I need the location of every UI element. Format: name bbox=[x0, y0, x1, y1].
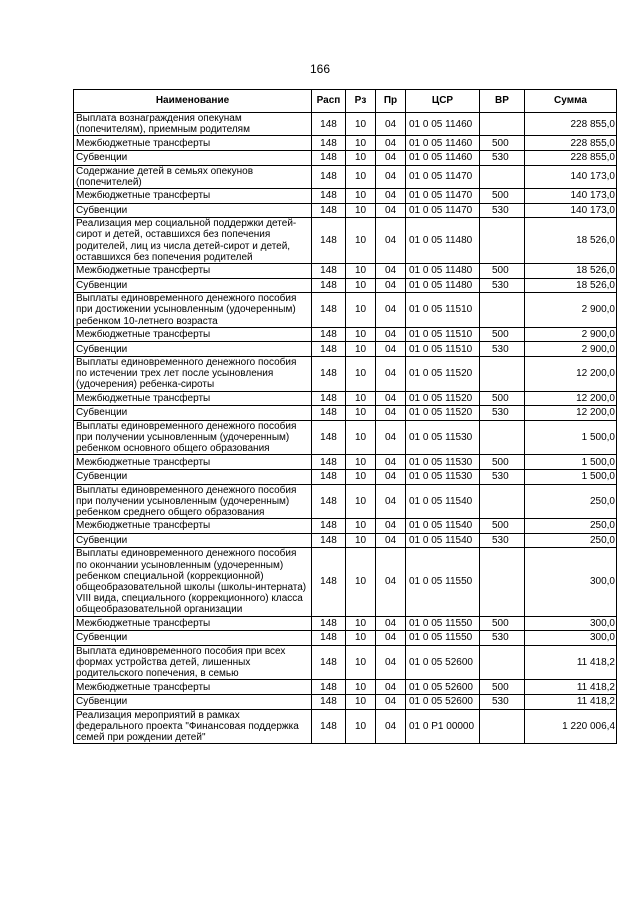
row-rz: 10 bbox=[346, 484, 376, 519]
row-name: Межбюджетные трансферты bbox=[74, 264, 312, 279]
table-row bbox=[74, 406, 617, 421]
table-row bbox=[74, 203, 617, 218]
row-sum: 1 500,0 bbox=[525, 455, 617, 470]
row-rz: 10 bbox=[346, 406, 376, 421]
row-csr: 01 0 05 11550 bbox=[406, 616, 480, 631]
row-pr: 04 bbox=[376, 548, 406, 616]
row-vr: 500 bbox=[480, 189, 525, 204]
row-sum: 300,0 bbox=[525, 548, 617, 616]
row-sum: 228 855,0 bbox=[525, 136, 617, 151]
row-name: Выплаты единовременного денежного пособия по истечении трех лет после усыновления (удочерения) ребенка-сироты bbox=[74, 356, 312, 391]
table-row bbox=[74, 189, 617, 204]
row-csr: 01 0 05 11540 bbox=[406, 484, 480, 519]
table-row bbox=[74, 113, 617, 136]
row-name: Субвенции bbox=[74, 631, 312, 646]
row-rasp: 148 bbox=[312, 113, 346, 136]
row-sum: 12 200,0 bbox=[525, 391, 617, 406]
row-name: Субвенции bbox=[74, 406, 312, 421]
row-name: Реализация мероприятий в рамках федерального проекта "Финансовая поддержка семей при рождении детей" bbox=[74, 709, 312, 744]
row-csr: 01 0 05 11470 bbox=[406, 189, 480, 204]
row-sum: 300,0 bbox=[525, 616, 617, 631]
row-vr bbox=[480, 113, 525, 136]
row-csr: 01 0 05 52600 bbox=[406, 680, 480, 695]
row-pr: 04 bbox=[376, 631, 406, 646]
row-rasp: 148 bbox=[312, 519, 346, 534]
row-pr: 04 bbox=[376, 293, 406, 328]
row-rz: 10 bbox=[346, 113, 376, 136]
header-rasp: Расп bbox=[312, 90, 346, 113]
row-rasp: 148 bbox=[312, 631, 346, 646]
row-vr: 530 bbox=[480, 278, 525, 293]
row-pr: 04 bbox=[376, 342, 406, 357]
row-csr: 01 0 05 11520 bbox=[406, 406, 480, 421]
table-row bbox=[74, 356, 617, 391]
row-rasp: 148 bbox=[312, 278, 346, 293]
row-sum: 140 173,0 bbox=[525, 203, 617, 218]
row-vr: 530 bbox=[480, 342, 525, 357]
row-vr bbox=[480, 356, 525, 391]
row-vr: 530 bbox=[480, 631, 525, 646]
table-row bbox=[74, 694, 617, 709]
row-rz: 10 bbox=[346, 356, 376, 391]
table-row bbox=[74, 327, 617, 342]
row-rasp: 148 bbox=[312, 533, 346, 548]
row-vr: 530 bbox=[480, 151, 525, 166]
row-name: Субвенции bbox=[74, 151, 312, 166]
row-vr: 500 bbox=[480, 264, 525, 279]
row-csr: 01 0 05 11530 bbox=[406, 455, 480, 470]
row-name: Межбюджетные трансферты bbox=[74, 455, 312, 470]
row-rz: 10 bbox=[346, 264, 376, 279]
row-pr: 04 bbox=[376, 406, 406, 421]
row-pr: 04 bbox=[376, 278, 406, 293]
row-csr: 01 0 05 11470 bbox=[406, 165, 480, 188]
row-pr: 04 bbox=[376, 151, 406, 166]
row-pr: 04 bbox=[376, 218, 406, 264]
row-name: Выплаты единовременного денежного пособия при достижении усыновленным (удочеренным) ребенком 10-летнего возраста bbox=[74, 293, 312, 328]
row-rz: 10 bbox=[346, 189, 376, 204]
row-sum: 18 526,0 bbox=[525, 264, 617, 279]
row-sum: 140 173,0 bbox=[525, 189, 617, 204]
row-rz: 10 bbox=[346, 455, 376, 470]
row-sum: 300,0 bbox=[525, 631, 617, 646]
row-rz: 10 bbox=[346, 165, 376, 188]
row-csr: 01 0 P1 00000 bbox=[406, 709, 480, 744]
row-rasp: 148 bbox=[312, 694, 346, 709]
table-row bbox=[74, 519, 617, 534]
row-pr: 04 bbox=[376, 203, 406, 218]
row-vr: 530 bbox=[480, 469, 525, 484]
row-rasp: 148 bbox=[312, 342, 346, 357]
row-rasp: 148 bbox=[312, 203, 346, 218]
row-name: Субвенции bbox=[74, 203, 312, 218]
row-rasp: 148 bbox=[312, 709, 346, 744]
row-rz: 10 bbox=[346, 645, 376, 680]
row-sum: 228 855,0 bbox=[525, 151, 617, 166]
row-vr: 500 bbox=[480, 519, 525, 534]
row-csr: 01 0 05 11540 bbox=[406, 519, 480, 534]
row-pr: 04 bbox=[376, 391, 406, 406]
row-rasp: 148 bbox=[312, 455, 346, 470]
row-sum: 11 418,2 bbox=[525, 680, 617, 695]
row-vr: 500 bbox=[480, 616, 525, 631]
row-vr bbox=[480, 709, 525, 744]
header-sum: Сумма bbox=[525, 90, 617, 113]
row-name: Межбюджетные трансферты bbox=[74, 391, 312, 406]
row-rz: 10 bbox=[346, 616, 376, 631]
row-csr: 01 0 05 11550 bbox=[406, 631, 480, 646]
row-csr: 01 0 05 52600 bbox=[406, 694, 480, 709]
table-row bbox=[74, 645, 617, 680]
table-row bbox=[74, 680, 617, 695]
header-rz: Рз bbox=[346, 90, 376, 113]
row-rasp: 148 bbox=[312, 189, 346, 204]
row-sum: 250,0 bbox=[525, 533, 617, 548]
row-csr: 01 0 05 11460 bbox=[406, 151, 480, 166]
row-vr: 530 bbox=[480, 533, 525, 548]
row-rasp: 148 bbox=[312, 136, 346, 151]
row-sum: 1 220 006,4 bbox=[525, 709, 617, 744]
table-row bbox=[74, 391, 617, 406]
row-vr: 500 bbox=[480, 455, 525, 470]
row-sum: 250,0 bbox=[525, 519, 617, 534]
row-csr: 01 0 05 11520 bbox=[406, 391, 480, 406]
row-csr: 01 0 05 11460 bbox=[406, 136, 480, 151]
row-csr: 01 0 05 11530 bbox=[406, 420, 480, 455]
row-pr: 04 bbox=[376, 455, 406, 470]
row-sum: 250,0 bbox=[525, 484, 617, 519]
row-vr bbox=[480, 548, 525, 616]
row-name: Выплаты единовременного денежного пособия при получении усыновленным (удочеренным) ребенком среднего общего образования bbox=[74, 484, 312, 519]
row-rz: 10 bbox=[346, 278, 376, 293]
table-row bbox=[74, 469, 617, 484]
row-rz: 10 bbox=[346, 694, 376, 709]
row-vr bbox=[480, 218, 525, 264]
row-sum: 18 526,0 bbox=[525, 278, 617, 293]
row-pr: 04 bbox=[376, 694, 406, 709]
row-rasp: 148 bbox=[312, 469, 346, 484]
row-rasp: 148 bbox=[312, 406, 346, 421]
row-pr: 04 bbox=[376, 264, 406, 279]
row-pr: 04 bbox=[376, 533, 406, 548]
row-pr: 04 bbox=[376, 645, 406, 680]
table-row bbox=[74, 484, 617, 519]
row-sum: 12 200,0 bbox=[525, 356, 617, 391]
row-name: Межбюджетные трансферты bbox=[74, 616, 312, 631]
row-rasp: 148 bbox=[312, 645, 346, 680]
row-rz: 10 bbox=[346, 631, 376, 646]
row-rz: 10 bbox=[346, 151, 376, 166]
row-pr: 04 bbox=[376, 519, 406, 534]
row-rasp: 148 bbox=[312, 616, 346, 631]
header-csr: ЦСР bbox=[406, 90, 480, 113]
row-name: Субвенции bbox=[74, 694, 312, 709]
table-row bbox=[74, 548, 617, 616]
row-pr: 04 bbox=[376, 165, 406, 188]
row-pr: 04 bbox=[376, 469, 406, 484]
row-vr bbox=[480, 165, 525, 188]
row-name: Субвенции bbox=[74, 278, 312, 293]
row-rz: 10 bbox=[346, 548, 376, 616]
row-name: Реализация мер социальной поддержки детей-сирот и детей, оставшихся без попечения родителей, лиц из числа детей-сирот и детей, оставшихся без попечения родителей bbox=[74, 218, 312, 264]
row-csr: 01 0 05 52600 bbox=[406, 645, 480, 680]
row-rz: 10 bbox=[346, 680, 376, 695]
row-sum: 2 900,0 bbox=[525, 293, 617, 328]
row-rasp: 148 bbox=[312, 151, 346, 166]
row-rz: 10 bbox=[346, 469, 376, 484]
row-csr: 01 0 05 11480 bbox=[406, 218, 480, 264]
table-row bbox=[74, 218, 617, 264]
row-name: Межбюджетные трансферты bbox=[74, 189, 312, 204]
row-pr: 04 bbox=[376, 484, 406, 519]
row-name: Межбюджетные трансферты bbox=[74, 136, 312, 151]
row-vr: 500 bbox=[480, 327, 525, 342]
row-pr: 04 bbox=[376, 709, 406, 744]
row-rasp: 148 bbox=[312, 165, 346, 188]
row-vr bbox=[480, 420, 525, 455]
row-name: Выплата вознаграждения опекунам (попечителям), приемным родителям bbox=[74, 113, 312, 136]
row-name: Содержание детей в семьях опекунов (попечителей) bbox=[74, 165, 312, 188]
row-sum: 1 500,0 bbox=[525, 420, 617, 455]
table-row bbox=[74, 455, 617, 470]
row-vr bbox=[480, 293, 525, 328]
table-header-row bbox=[74, 90, 617, 113]
row-name: Выплаты единовременного денежного пособия по окончании усыновленным (удочеренным) ребенком специальной (коррекционной) общеобразовательной школы (школы-интерната) VIII вида, специального (коррекционного) класса общеобразовательной организации bbox=[74, 548, 312, 616]
row-sum: 228 855,0 bbox=[525, 113, 617, 136]
table-row bbox=[74, 136, 617, 151]
row-rz: 10 bbox=[346, 519, 376, 534]
row-csr: 01 0 05 11550 bbox=[406, 548, 480, 616]
row-name: Субвенции bbox=[74, 469, 312, 484]
row-rz: 10 bbox=[346, 203, 376, 218]
row-vr: 500 bbox=[480, 391, 525, 406]
row-sum: 140 173,0 bbox=[525, 165, 617, 188]
row-pr: 04 bbox=[376, 136, 406, 151]
row-csr: 01 0 05 11510 bbox=[406, 327, 480, 342]
table-row bbox=[74, 420, 617, 455]
row-pr: 04 bbox=[376, 680, 406, 695]
row-rasp: 148 bbox=[312, 218, 346, 264]
row-vr: 530 bbox=[480, 406, 525, 421]
row-rasp: 148 bbox=[312, 484, 346, 519]
row-rz: 10 bbox=[346, 709, 376, 744]
row-rz: 10 bbox=[346, 342, 376, 357]
row-vr: 530 bbox=[480, 694, 525, 709]
row-sum: 2 900,0 bbox=[525, 327, 617, 342]
row-csr: 01 0 05 11510 bbox=[406, 293, 480, 328]
row-rz: 10 bbox=[346, 218, 376, 264]
row-rasp: 148 bbox=[312, 293, 346, 328]
table-row bbox=[74, 709, 617, 744]
row-csr: 01 0 05 11520 bbox=[406, 356, 480, 391]
row-pr: 04 bbox=[376, 189, 406, 204]
row-rasp: 148 bbox=[312, 264, 346, 279]
row-rasp: 148 bbox=[312, 548, 346, 616]
table-row bbox=[74, 616, 617, 631]
row-vr: 500 bbox=[480, 680, 525, 695]
row-name: Субвенции bbox=[74, 533, 312, 548]
row-pr: 04 bbox=[376, 327, 406, 342]
page-number: 166 bbox=[309, 62, 331, 76]
row-vr bbox=[480, 645, 525, 680]
row-csr: 01 0 05 11470 bbox=[406, 203, 480, 218]
row-sum: 11 418,2 bbox=[525, 694, 617, 709]
header-vr: ВР bbox=[480, 90, 525, 113]
row-name: Межбюджетные трансферты bbox=[74, 327, 312, 342]
table-row bbox=[74, 293, 617, 328]
row-sum: 2 900,0 bbox=[525, 342, 617, 357]
row-csr: 01 0 05 11540 bbox=[406, 533, 480, 548]
table-row bbox=[74, 151, 617, 166]
row-sum: 11 418,2 bbox=[525, 645, 617, 680]
row-rz: 10 bbox=[346, 293, 376, 328]
row-pr: 04 bbox=[376, 420, 406, 455]
row-vr bbox=[480, 484, 525, 519]
row-rz: 10 bbox=[346, 533, 376, 548]
row-pr: 04 bbox=[376, 356, 406, 391]
row-rasp: 148 bbox=[312, 327, 346, 342]
header-pr: Пр bbox=[376, 90, 406, 113]
row-rasp: 148 bbox=[312, 391, 346, 406]
table-row bbox=[74, 342, 617, 357]
row-rz: 10 bbox=[346, 136, 376, 151]
row-sum: 12 200,0 bbox=[525, 406, 617, 421]
row-csr: 01 0 05 11480 bbox=[406, 264, 480, 279]
row-rasp: 148 bbox=[312, 356, 346, 391]
row-name: Субвенции bbox=[74, 342, 312, 357]
row-csr: 01 0 05 11530 bbox=[406, 469, 480, 484]
row-sum: 1 500,0 bbox=[525, 469, 617, 484]
row-name: Межбюджетные трансферты bbox=[74, 519, 312, 534]
row-rz: 10 bbox=[346, 391, 376, 406]
row-name: Выплаты единовременного денежного пособия при получении усыновленным (удочеренным) ребенком основного общего образования bbox=[74, 420, 312, 455]
row-csr: 01 0 05 11460 bbox=[406, 113, 480, 136]
row-csr: 01 0 05 11510 bbox=[406, 342, 480, 357]
row-pr: 04 bbox=[376, 616, 406, 631]
row-rasp: 148 bbox=[312, 420, 346, 455]
table-row bbox=[74, 264, 617, 279]
row-name: Межбюджетные трансферты bbox=[74, 680, 312, 695]
row-vr: 530 bbox=[480, 203, 525, 218]
table-row bbox=[74, 278, 617, 293]
row-pr: 04 bbox=[376, 113, 406, 136]
row-csr: 01 0 05 11480 bbox=[406, 278, 480, 293]
row-name: Выплата единовременного пособия при всех формах устройства детей, лишенных родительского попечения, в семью bbox=[74, 645, 312, 680]
table-row bbox=[74, 165, 617, 188]
table-row bbox=[74, 631, 617, 646]
budget-table bbox=[73, 89, 617, 744]
row-rz: 10 bbox=[346, 420, 376, 455]
row-rasp: 148 bbox=[312, 680, 346, 695]
row-sum: 18 526,0 bbox=[525, 218, 617, 264]
row-rz: 10 bbox=[346, 327, 376, 342]
header-name: Наименование bbox=[74, 90, 312, 113]
row-vr: 500 bbox=[480, 136, 525, 151]
table-row bbox=[74, 533, 617, 548]
